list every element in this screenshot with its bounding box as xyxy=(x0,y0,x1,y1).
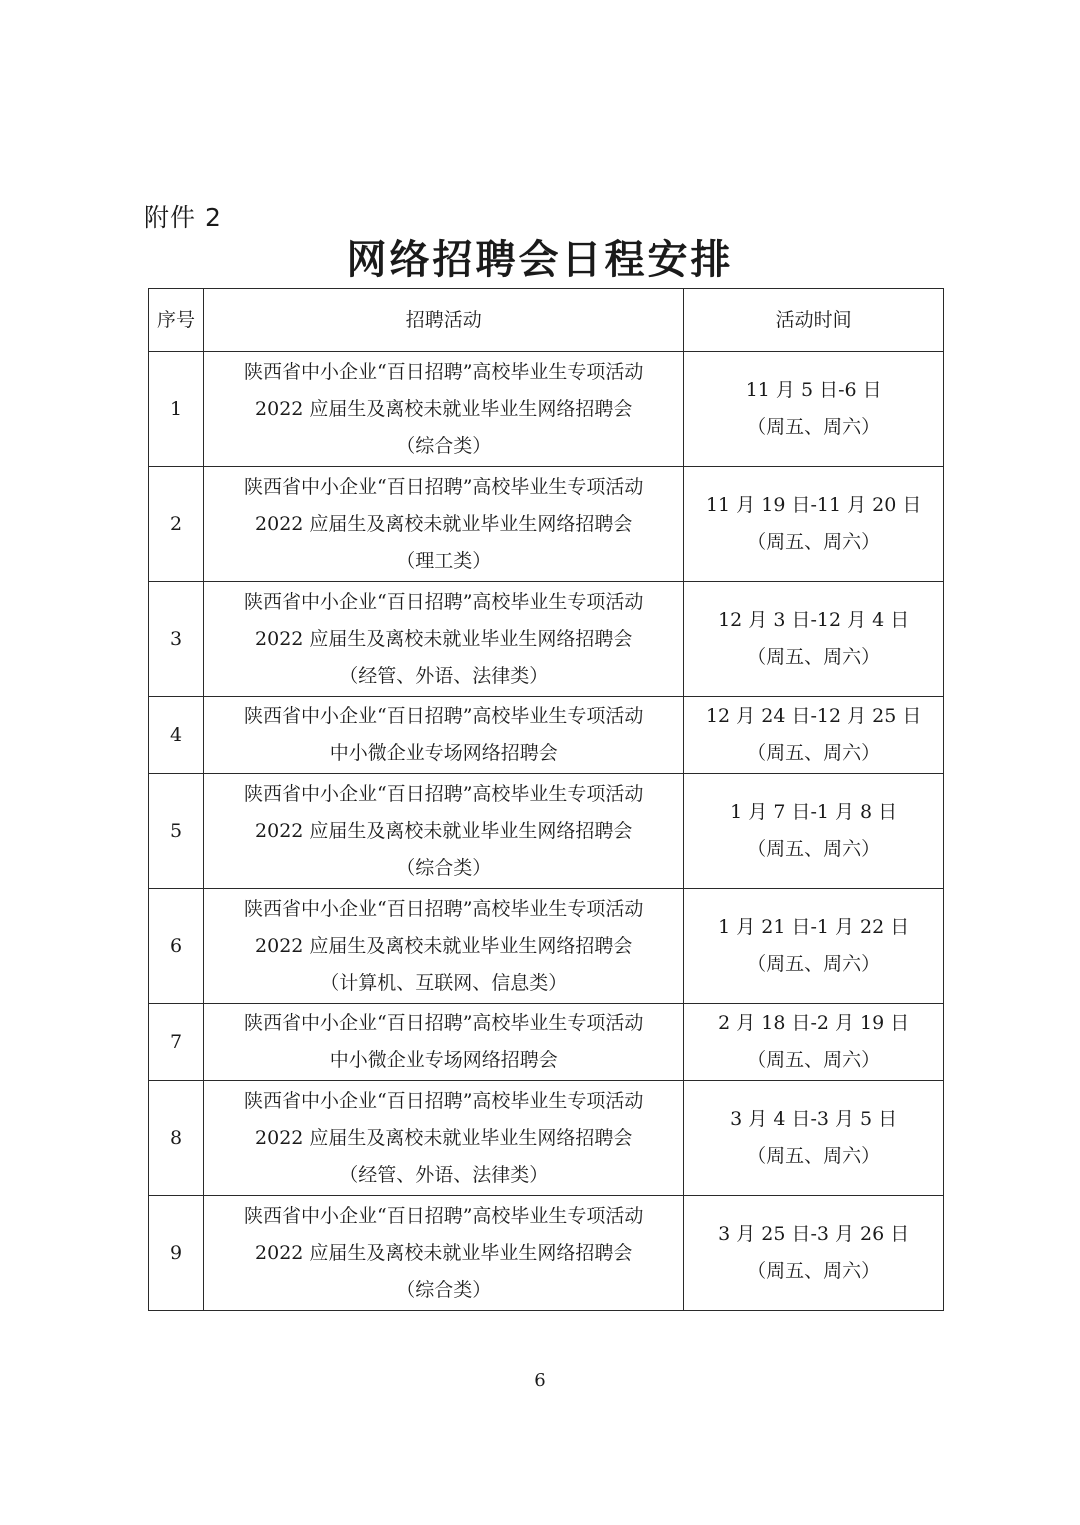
table-row xyxy=(149,1004,944,1081)
row-time xyxy=(684,697,944,774)
activity-line: 陕西省中小企业“百日招聘”高校毕业生专项活动 xyxy=(244,360,644,383)
row-time xyxy=(684,1004,944,1081)
activity-line: 2022 应届生及离校未就业毕业生网络招聘会 xyxy=(255,934,633,957)
activity-line: 2022 应届生及离校未就业毕业生网络招聘会 xyxy=(255,819,633,842)
page-title: 网络招聘会日程安排 xyxy=(346,237,734,283)
header-time: 活动时间 xyxy=(684,289,944,352)
row-time xyxy=(684,467,944,582)
time-range: 11 月 19 日-11 月 20 日 xyxy=(705,494,922,516)
time-range: 3 月 25 日-3 月 26 日 xyxy=(718,1223,910,1245)
table-row xyxy=(149,582,944,697)
activity-line: 2022 应届生及离校未就业毕业生网络招聘会 xyxy=(255,1126,633,1149)
activity-line: 陕西省中小企业“百日招聘”高校毕业生专项活动 xyxy=(244,1089,644,1112)
activity-line: 2022 应届生及离校未就业毕业生网络招聘会 xyxy=(255,1241,633,1264)
activity-line: 2022 应届生及离校未就业毕业生网络招聘会 xyxy=(255,512,633,535)
row-activity xyxy=(204,1081,684,1196)
activity-line: 中小微企业专场网络招聘会 xyxy=(329,1049,558,1071)
row-time xyxy=(684,352,944,467)
activity-line: （经管、外语、法律类） xyxy=(339,1163,549,1186)
row-activity xyxy=(204,889,684,1004)
activity-line: （综合类） xyxy=(396,856,492,879)
time-range: 12 月 24 日-12 月 25 日 xyxy=(705,705,922,727)
row-number: 6 xyxy=(149,889,204,1004)
row-time xyxy=(684,1081,944,1196)
table-row xyxy=(149,889,944,1004)
activity-line: 陕西省中小企业“百日招聘”高校毕业生专项活动 xyxy=(244,705,644,727)
time-weekday: （周五、周六） xyxy=(747,1049,881,1071)
time-range: 1 月 7 日-1 月 8 日 xyxy=(730,801,898,823)
activity-line: 陕西省中小企业“百日招聘”高校毕业生专项活动 xyxy=(244,782,644,805)
row-number: 4 xyxy=(149,697,204,774)
activity-line: （计算机、互联网、信息类） xyxy=(320,971,568,994)
time-range: 3 月 4 日-3 月 5 日 xyxy=(730,1108,898,1130)
row-number: 7 xyxy=(149,1004,204,1081)
table-row xyxy=(149,352,944,467)
time-weekday: （周五、周六） xyxy=(747,1260,881,1282)
activity-line: 陕西省中小企业“百日招聘”高校毕业生专项活动 xyxy=(244,475,644,498)
time-weekday: （周五、周六） xyxy=(747,531,881,553)
row-number: 3 xyxy=(149,582,204,697)
row-activity xyxy=(204,352,684,467)
time-weekday: （周五、周六） xyxy=(747,953,881,975)
header-activity: 招聘活动 xyxy=(204,289,684,352)
table-row xyxy=(149,697,944,774)
row-time xyxy=(684,774,944,889)
time-weekday: （周五、周六） xyxy=(747,838,881,860)
time-range: 1 月 21 日-1 月 22 日 xyxy=(718,916,910,938)
activity-line: 2022 应届生及离校未就业毕业生网络招聘会 xyxy=(255,627,633,650)
table-header-row xyxy=(149,289,944,352)
activity-line: 陕西省中小企业“百日招聘”高校毕业生专项活动 xyxy=(244,897,644,920)
row-number: 2 xyxy=(149,467,204,582)
time-weekday: （周五、周六） xyxy=(747,416,881,438)
attachment-label: 附件 2 xyxy=(144,203,222,232)
activity-line: （理工类） xyxy=(396,549,492,572)
activity-line: （综合类） xyxy=(396,1278,492,1301)
row-activity xyxy=(204,1196,684,1311)
activity-line: 陕西省中小企业“百日招聘”高校毕业生专项活动 xyxy=(244,1204,644,1227)
activity-line: 陕西省中小企业“百日招聘”高校毕业生专项活动 xyxy=(244,590,644,613)
time-weekday: （周五、周六） xyxy=(747,646,881,668)
time-range: 11 月 5 日-6 日 xyxy=(745,379,882,401)
table-row xyxy=(149,1196,944,1311)
activity-line: 2022 应届生及离校未就业毕业生网络招聘会 xyxy=(255,397,633,420)
table-row xyxy=(149,774,944,889)
time-weekday: （周五、周六） xyxy=(747,1145,881,1167)
row-activity xyxy=(204,582,684,697)
time-range: 12 月 3 日-12 月 4 日 xyxy=(718,609,910,631)
row-time xyxy=(684,582,944,697)
header-number: 序号 xyxy=(149,289,204,352)
table-row xyxy=(149,467,944,582)
row-number: 1 xyxy=(149,352,204,467)
row-activity xyxy=(204,467,684,582)
row-activity xyxy=(204,697,684,774)
row-time xyxy=(684,889,944,1004)
row-activity xyxy=(204,1004,684,1081)
page-number: 6 xyxy=(534,1370,546,1391)
row-activity xyxy=(204,774,684,889)
table-row xyxy=(149,1081,944,1196)
activity-line: 中小微企业专场网络招聘会 xyxy=(329,742,558,764)
row-number: 8 xyxy=(149,1081,204,1196)
activity-line: （经管、外语、法律类） xyxy=(339,664,549,687)
schedule-table xyxy=(148,288,944,1311)
activity-line: 陕西省中小企业“百日招聘”高校毕业生专项活动 xyxy=(244,1012,644,1034)
row-time xyxy=(684,1196,944,1311)
time-weekday: （周五、周六） xyxy=(747,742,881,764)
row-number: 9 xyxy=(149,1196,204,1311)
row-number: 5 xyxy=(149,774,204,889)
activity-line: （综合类） xyxy=(396,434,492,457)
time-range: 2 月 18 日-2 月 19 日 xyxy=(718,1012,910,1034)
